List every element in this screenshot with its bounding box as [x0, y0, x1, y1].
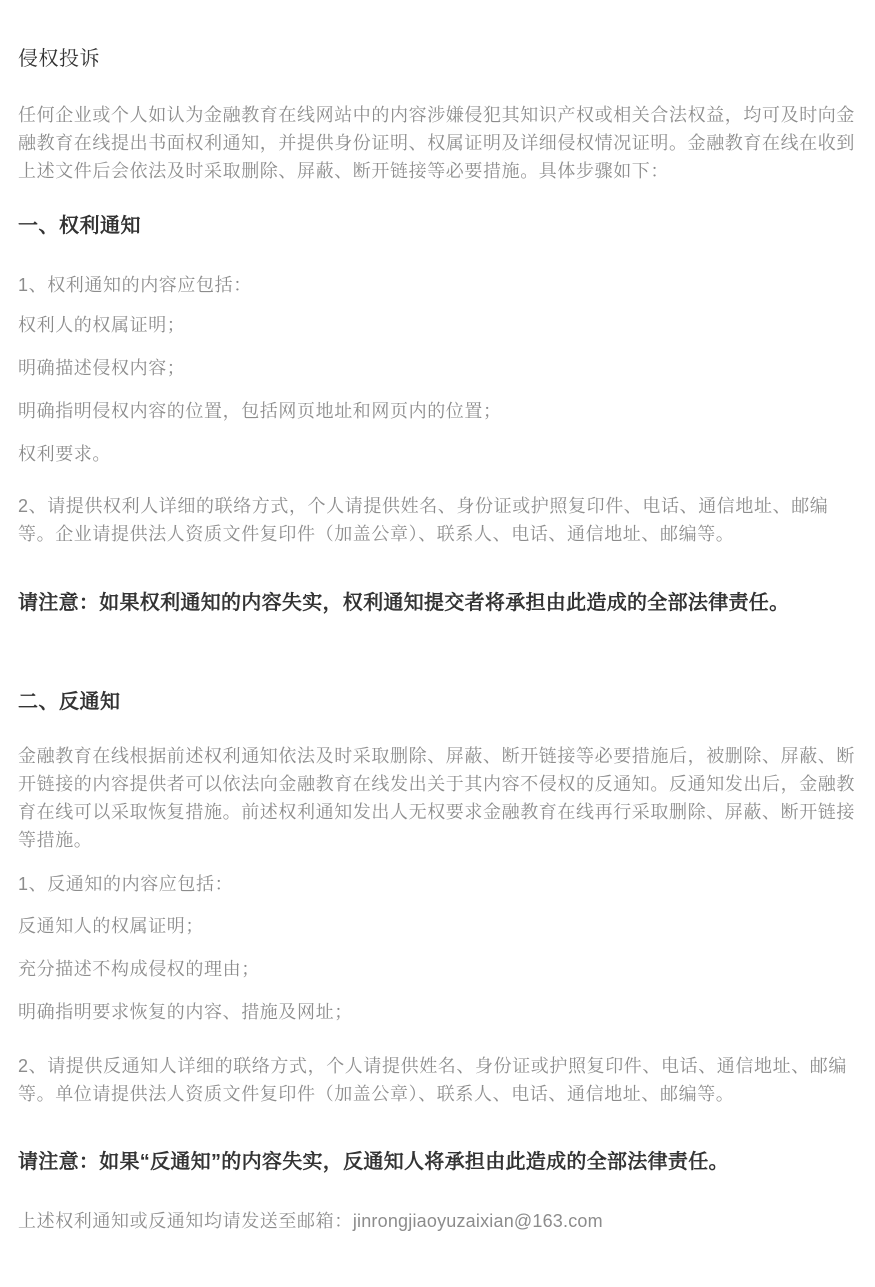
- counter-notice-list-label: 1、反通知的内容应包括：: [18, 874, 234, 894]
- rights-notice-list-label: 1、权利通知的内容应包括：: [18, 275, 252, 295]
- list-item: 明确描述侵权内容；: [18, 358, 186, 378]
- list-item: 明确指明侵权内容的位置，包括网页地址和网页内的位置；: [18, 401, 502, 421]
- page-title: 侵权投诉: [18, 48, 100, 70]
- rights-notice-heading: 一、权利通知: [18, 215, 141, 237]
- list-item: 权利要求。: [18, 444, 111, 464]
- counter-notice-contact-note: 2、请提供反通知人详细的联络方式，个人请提供姓名、身份证或护照复印件、电话、通信地址、邮编等。单位请提供法人资质文件复印件（加盖公章）、联系人、电话、通信地址、邮编等。: [18, 1056, 848, 1104]
- list-item: 明确指明要求恢复的内容、措施及网址；: [18, 1002, 353, 1022]
- email-line: [18, 1207, 857, 1235]
- section-rights-notice: [18, 212, 857, 618]
- rights-notice-contact-note: 2、请提供权利人详细的联络方式，个人请提供姓名、身份证或护照复印件、电话、通信地址、邮编等。企业请提供法人资质文件复印件（加盖公章）、联系人、电话、通信地址、邮编等。: [18, 496, 829, 544]
- list-item: 反通知人的权属证明；: [18, 916, 204, 936]
- intro-paragraph: 任何企业或个人如认为金融教育在线网站中的内容涉嫌侵犯其知识产权或相关合法权益，均可及时向金融教育在线提出书面权利通知，并提供身份证明、权属证明及详细侵权情况证明。金融教育在线在收到上述文件后会依法及时采取删除、屏蔽、断开链接等必要措施。具体步骤如下：: [18, 105, 855, 181]
- section-counter-notice: [18, 688, 857, 1177]
- list-item: 充分描述不构成侵权的理由；: [18, 959, 260, 979]
- email-line-prefix: 上述权利通知或反通知均请发送至邮箱：: [18, 1211, 353, 1231]
- rights-notice-warning: 请注意：如果权利通知的内容失实，权利通知提交者将承担由此造成的全部法律责任。: [18, 592, 790, 614]
- counter-notice-list: [18, 912, 857, 1026]
- contact-email: jinrongjiaoyuzaixian@163.com: [352, 1211, 603, 1231]
- list-item: 权利人的权属证明；: [18, 315, 186, 335]
- rights-notice-list: [18, 311, 857, 468]
- counter-notice-heading: 二、反通知: [18, 691, 121, 713]
- counter-notice-intro: 金融教育在线根据前述权利通知依法及时采取删除、屏蔽、断开链接等必要措施后，被删除、屏蔽、断开链接的内容提供者可以依法向金融教育在线发出关于其内容不侵权的反通知。反通知发出后，金融教育在线可以采取恢复措施。前述权利通知发出人无权要求金融教育在线再行采取删除、屏蔽、断开链接等措施。: [18, 746, 855, 850]
- counter-notice-warning: 请注意：如果“反通知”的内容失实，反通知人将承担由此造成的全部法律责任。: [18, 1151, 729, 1173]
